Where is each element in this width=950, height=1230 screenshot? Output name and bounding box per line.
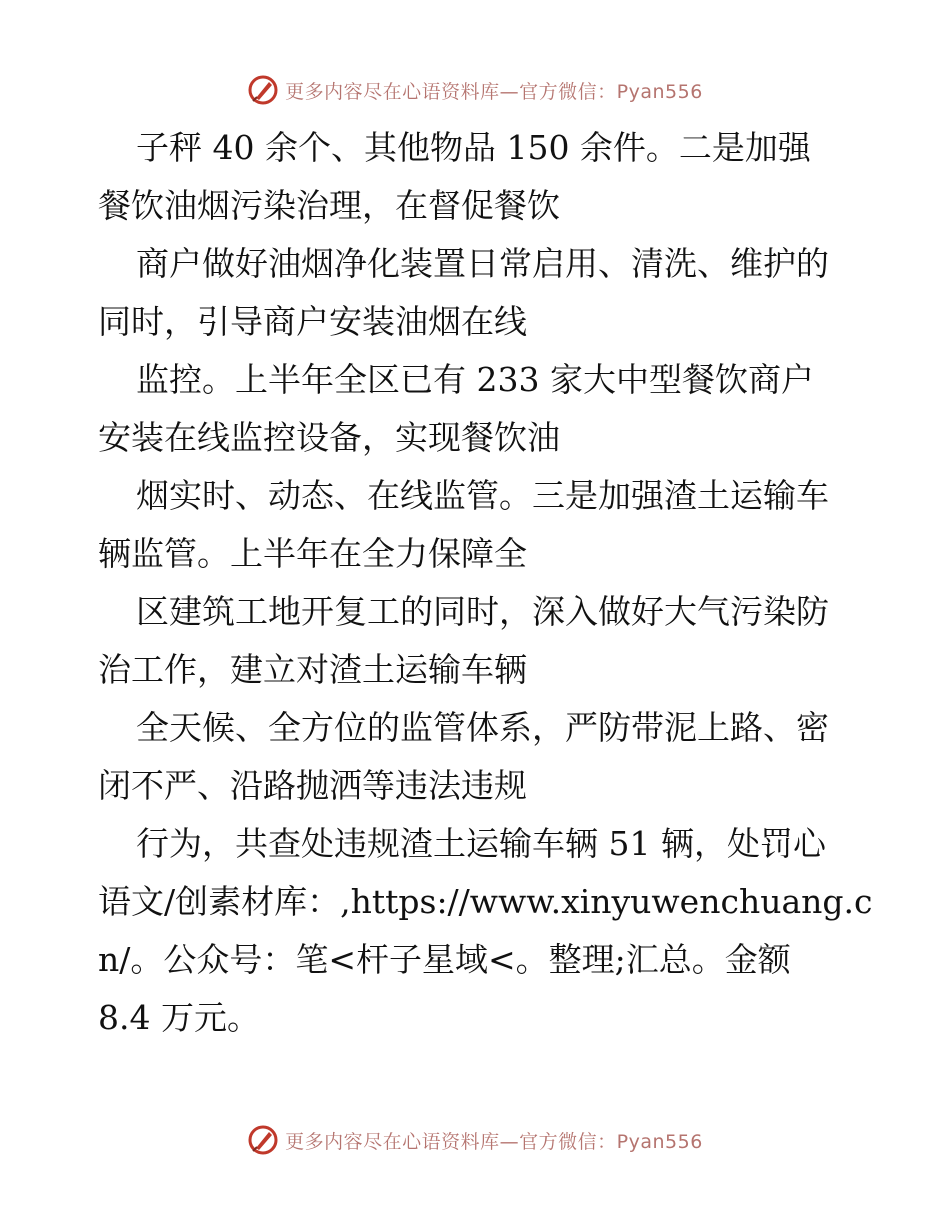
body-text-line: 监控。上半年全区已有 233 家大中型餐饮商户 xyxy=(136,360,814,399)
body-text-line: 辆监管。上半年在全力保障全 xyxy=(98,534,527,573)
footer-banner-text: 更多内容尽在心语资料库—官方微信：Pyan556 xyxy=(285,1130,703,1153)
footer-banner xyxy=(0,1120,950,1160)
body-text-line: 区建筑工地开复工的同时，深入做好大气污染防 xyxy=(136,592,829,631)
quill-pen-logo-icon xyxy=(247,1124,279,1156)
body-text-line: 行为，共查处违规渣土运输车辆 51 辆，处罚心 xyxy=(136,824,826,863)
body-text-line: n/。公众号：笔<杆子星域<。整理;汇总。金额 xyxy=(98,940,791,979)
body-text-line: 8.4 万元。 xyxy=(98,998,260,1037)
body-text-line: 语文/创素材库：,https://www.xinyuwenchuang.c xyxy=(98,882,873,921)
body-text-line: 烟实时、动态、在线监管。三是加强渣土运输车 xyxy=(136,476,829,515)
body-text-line: 安装在线监控设备，实现餐饮油 xyxy=(98,418,560,457)
header-banner xyxy=(0,70,950,110)
header-banner-text: 更多内容尽在心语资料库—官方微信：Pyan556 xyxy=(285,80,703,103)
quill-pen-logo-icon xyxy=(247,74,279,106)
document-body xyxy=(98,122,873,1050)
body-text-line: 商户做好油烟净化装置日常启用、清洗、维护的 xyxy=(136,244,829,283)
body-text-line: 同时，引导商户安装油烟在线 xyxy=(98,302,527,341)
body-text-line: 全天候、全方位的监管体系，严防带泥上路、密 xyxy=(136,708,829,747)
body-text-line: 子秤 40 余个、其他物品 150 余件。二是加强 xyxy=(136,128,811,167)
body-text-line: 治工作，建立对渣土运输车辆 xyxy=(98,650,527,689)
body-text-line: 餐饮油烟污染治理，在督促餐饮 xyxy=(98,186,560,225)
body-text-line: 闭不严、沿路抛洒等违法违规 xyxy=(98,766,527,805)
